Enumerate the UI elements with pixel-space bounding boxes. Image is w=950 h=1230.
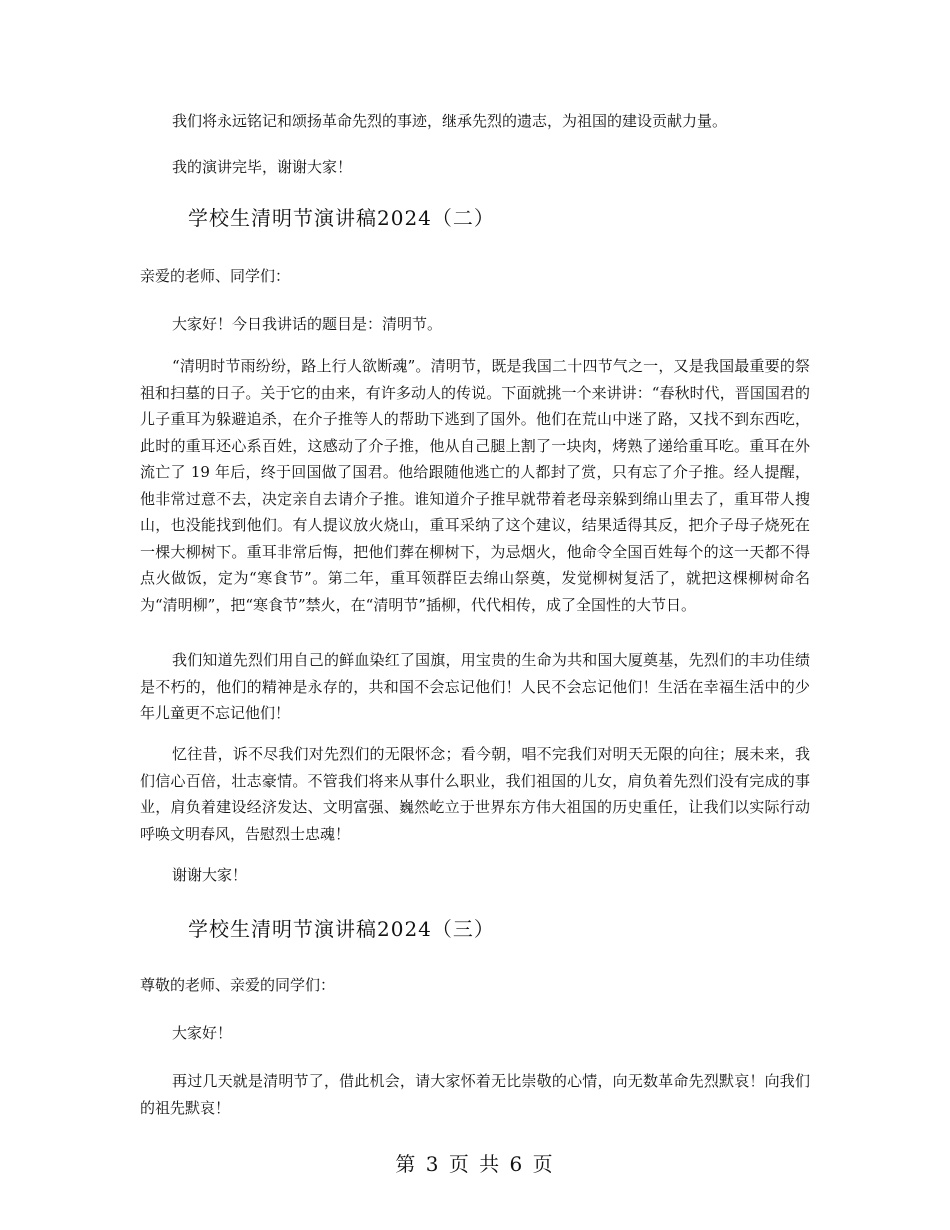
paragraph-thanks-2: 谢谢大家！	[172, 866, 248, 884]
section-heading-3: 学校生清明节演讲稿2024（三）	[188, 917, 495, 941]
paragraph-reflection: 忆往昔，诉不尽我们对先烈们的无限怀念；看今朝，唱不完我们对明天无限的向往；展未来，我们信心百倍，壮志豪情。不管我们将来从事什么职业，我们祖国的儿女，肩负着先烈们没有完成的事业，肩负着建设经济发达、文明富强、巍然屹立于世界东方伟大祖国的历史重任，让我们以实际行动呼唤文明春风，告慰烈士忠魂！	[140, 745, 810, 843]
paragraph-closing-remarks: 我们将永远铭记和颂扬革命先烈的事迹，继承先烈的遗志，为祖国的建设贡献力量。	[172, 112, 728, 130]
paragraph-qingming-legend: “清明时节雨纷纷，路上行人欲断魂”。清明节，既是我国二十四节气之一，又是我国最重要的祭祖和扫墓的日子。关于它的由来，有许多动人的传说。下面就挑一个来讲讲：“春秋时代，晋国国君的儿子重耳为躲避追杀，在介子推等人的帮助下逃到了国外。他们在荒山中迷了路，又找不到东西吃，此时的重耳还心系百姓，这感动了介子推，他从自己腿上割了一块肉，烤熟了递给重耳吃。重耳在外流亡了 19 年后，终于回国做了国君。他给跟随他逃亡的人都封了赏，只有忘了介子推。经人提醒，他非常过意不去，决定亲自去请介子推。谁知道介子推早就带着老母亲躲到绵山里去了，重耳带人搜山，也没能找到他们。有人提议放火烧山，重耳采纳了这个建议，结果适得其反，把介子母子烧死在一棵大柳树下。重耳非常后悔，把他们葬在柳树下，为忌烟火，他命令全国百姓每个的这一天都不得点火做饭，定为“寒食节”。第二年，重耳领群臣去绵山祭奠，发觉柳树复活了，就把这棵柳树命名为“清明柳”，把“寒食节”禁火，在“清明节”插柳，代代相传，成了全国性的大节日。	[140, 357, 810, 614]
paragraph-greeting-2: 大家好！今日我讲话的题目是：清明节。	[172, 315, 443, 333]
paragraph-greeting-3: 大家好！	[172, 1024, 233, 1042]
paragraph-tribute: 再过几天就是清明节了，借此机会，请大家怀着无比崇敬的心情，向无数革命先烈默哀！向我们的祖先默哀！	[140, 1072, 810, 1117]
section-heading-2: 学校生清明节演讲稿2024（二）	[188, 206, 495, 230]
paragraph-martyrs: 我们知道先烈们用自己的鲜血染红了国旗，用宝贵的生命为共和国大厦奠基，先烈们的丰功佳绩是不朽的，他们的精神是永存的，共和国不会忘记他们！人民不会忘记他们！生活在幸福生活中的少年儿童更不忘记他们！	[140, 651, 810, 722]
page-number-footer: 第 3 页 共 6 页	[395, 1152, 555, 1176]
paragraph-speech-end: 我的演讲完毕，谢谢大家！	[172, 158, 353, 176]
salutation-2: 亲爱的老师、同学们：	[140, 267, 291, 285]
salutation-3: 尊敬的老师、亲爱的同学们：	[140, 976, 336, 994]
